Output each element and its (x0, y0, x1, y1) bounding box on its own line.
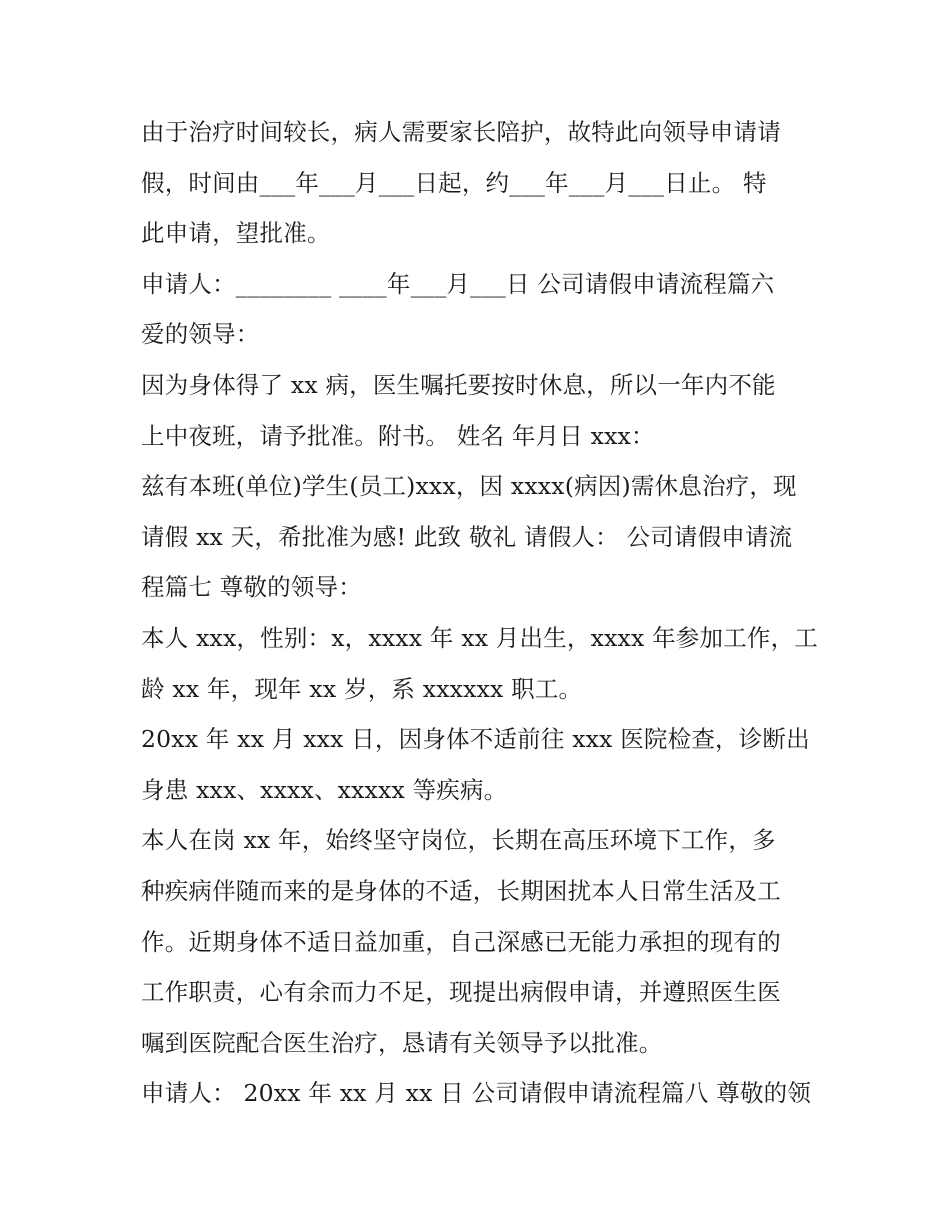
text-line: 本人 xxx，性别：x，xxxx 年 xx 月出生，xxxx 年参加工作，工 (141, 623, 818, 652)
text-line: 此申请，望批准。 (141, 219, 331, 248)
text-line: 上中夜班，请予批准。附书。 姓名 年月日 xxx： (141, 421, 655, 450)
text-line: 作。近期身体不适日益加重，自己深感已无能力承担的现有的 (141, 927, 781, 956)
text-line: 申请人： 20xx 年 xx 月 xx 日 公司请假申请流程篇八 尊敬的领 (141, 1079, 812, 1108)
text-line: 程篇七 尊敬的领导： (141, 573, 362, 602)
text-line: 本人在岗 xx 年，始终坚守岗位，长期在高压环境下工作，多 (141, 826, 776, 855)
text-line: 嘱到医院配合医生治疗，恳请有关领导予以批准。 (141, 1028, 663, 1057)
text-line: 申请人：________ ____年___月___日 公司请假申请流程篇六 (141, 269, 775, 298)
text-line: 龄 xx 年，现年 xx 岁，系 xxxxxx 职工。 (141, 674, 583, 703)
text-line: 请假 xx 天，希批准为感! 此致 敬礼 请假人： 公司请假申请流 (141, 522, 793, 551)
text-line: 兹有本班(单位)学生(员工)xxx，因 xxxx(病因)需休息治疗，现 (141, 472, 797, 501)
document-body (141, 107, 821, 1119)
text-line: 因为身体得了 xx 病，医生嘱托要按时休息，所以一年内不能 (141, 370, 776, 399)
text-line: 由于治疗时间较长，病人需要家长陪护，故特此向领导申请请 (141, 118, 781, 146)
text-line: 工作职责，心有余而力不足，现提出病假申请，并遵照医生医 (141, 978, 781, 1007)
text-line: 身患 xxx、xxxx、xxxxx 等疾病。 (141, 775, 508, 804)
text-line: 20xx 年 xx 月 xxx 日，因身体不适前往 xxx 医院检查，诊断出 (141, 725, 810, 754)
text-line: 爱的领导： (141, 320, 260, 349)
text-line: 种疾病伴随而来的是身体的不适，长期困扰本人日常生活及工 (141, 876, 781, 905)
text-line: 假，时间由___年___月___日起，约___年___月___日止。 特 (141, 168, 767, 197)
